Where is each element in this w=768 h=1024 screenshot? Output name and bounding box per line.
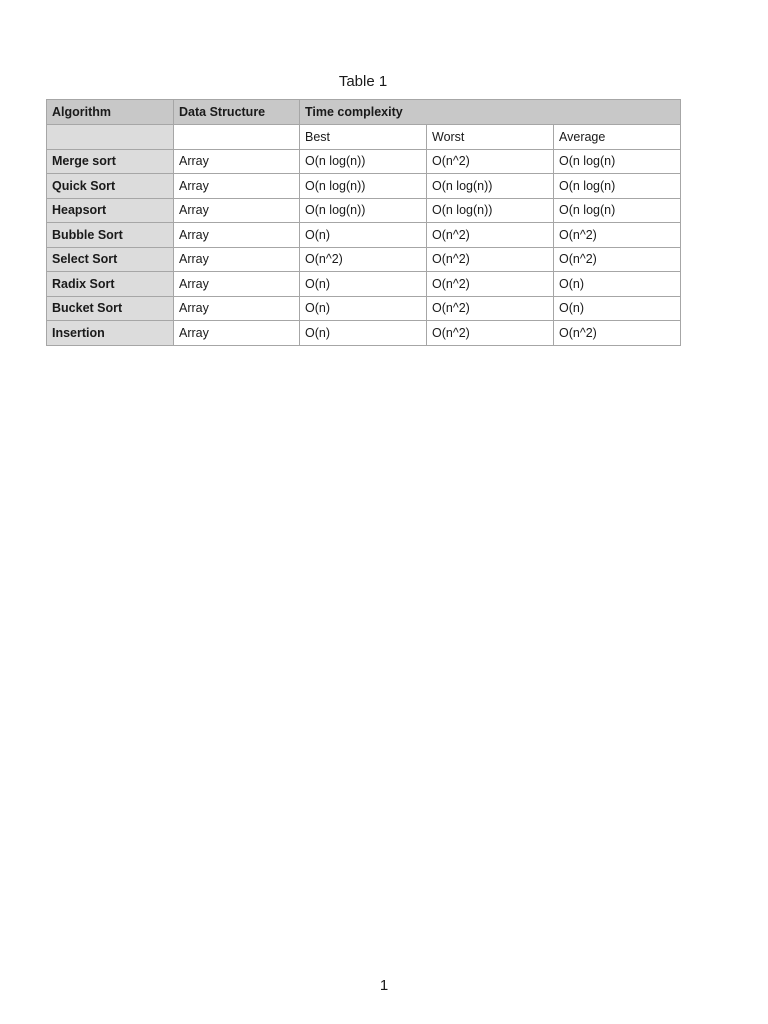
cell-worst: O(n^2) xyxy=(427,149,554,174)
table-subheader-row xyxy=(47,125,681,150)
cell-data-structure: Array xyxy=(174,247,300,272)
cell-algorithm: Insertion xyxy=(47,321,174,346)
cell-best: O(n log(n)) xyxy=(300,174,427,199)
cell-best: O(n) xyxy=(300,296,427,321)
cell-average: O(n log(n) xyxy=(554,174,681,199)
table-row xyxy=(47,198,681,223)
cell-algorithm: Select Sort xyxy=(47,247,174,272)
cell-algorithm: Radix Sort xyxy=(47,272,174,297)
cell-data-structure: Array xyxy=(174,198,300,223)
cell-average: O(n^2) xyxy=(554,321,681,346)
cell-best: O(n) xyxy=(300,223,427,248)
cell-data-structure: Array xyxy=(174,223,300,248)
table-row xyxy=(47,321,681,346)
cell-average: O(n log(n) xyxy=(554,149,681,174)
table-row xyxy=(47,272,681,297)
header-time-complexity: Time complexity xyxy=(300,100,681,125)
cell-worst: O(n^2) xyxy=(427,272,554,297)
cell-algorithm: Bucket Sort xyxy=(47,296,174,321)
table-row xyxy=(47,296,681,321)
cell-best: O(n^2) xyxy=(300,247,427,272)
cell-algorithm: Merge sort xyxy=(47,149,174,174)
cell-data-structure: Array xyxy=(174,272,300,297)
cell-worst: O(n log(n)) xyxy=(427,198,554,223)
cell-data-structure: Array xyxy=(174,321,300,346)
subheader-empty-stub xyxy=(47,125,174,150)
cell-best: O(n) xyxy=(300,321,427,346)
cell-algorithm: Bubble Sort xyxy=(47,223,174,248)
cell-average: O(n log(n) xyxy=(554,198,681,223)
cell-worst: O(n^2) xyxy=(427,223,554,248)
table-row xyxy=(47,174,681,199)
cell-average: O(n^2) xyxy=(554,223,681,248)
subheader-worst: Worst xyxy=(427,125,554,150)
page-number: 1 xyxy=(379,977,389,994)
subheader-best: Best xyxy=(300,125,427,150)
cell-data-structure: Array xyxy=(174,296,300,321)
table-row xyxy=(47,247,681,272)
cell-best: O(n) xyxy=(300,272,427,297)
cell-average: O(n) xyxy=(554,296,681,321)
cell-worst: O(n^2) xyxy=(427,247,554,272)
table-title: Table 1 xyxy=(338,73,388,90)
cell-algorithm: Heapsort xyxy=(47,198,174,223)
cell-best: O(n log(n)) xyxy=(300,198,427,223)
cell-worst: O(n^2) xyxy=(427,296,554,321)
subheader-average: Average xyxy=(554,125,681,150)
header-data-structure: Data Structure xyxy=(174,100,300,125)
cell-algorithm: Quick Sort xyxy=(47,174,174,199)
cell-best: O(n log(n)) xyxy=(300,149,427,174)
complexity-table xyxy=(46,99,681,346)
cell-data-structure: Array xyxy=(174,174,300,199)
header-algorithm: Algorithm xyxy=(47,100,174,125)
table-row xyxy=(47,149,681,174)
table-row xyxy=(47,223,681,248)
cell-worst: O(n^2) xyxy=(427,321,554,346)
cell-data-structure: Array xyxy=(174,149,300,174)
cell-average: O(n) xyxy=(554,272,681,297)
cell-average: O(n^2) xyxy=(554,247,681,272)
cell-worst: O(n log(n)) xyxy=(427,174,554,199)
subheader-empty-cell xyxy=(174,125,300,150)
table-header-row xyxy=(47,100,681,125)
